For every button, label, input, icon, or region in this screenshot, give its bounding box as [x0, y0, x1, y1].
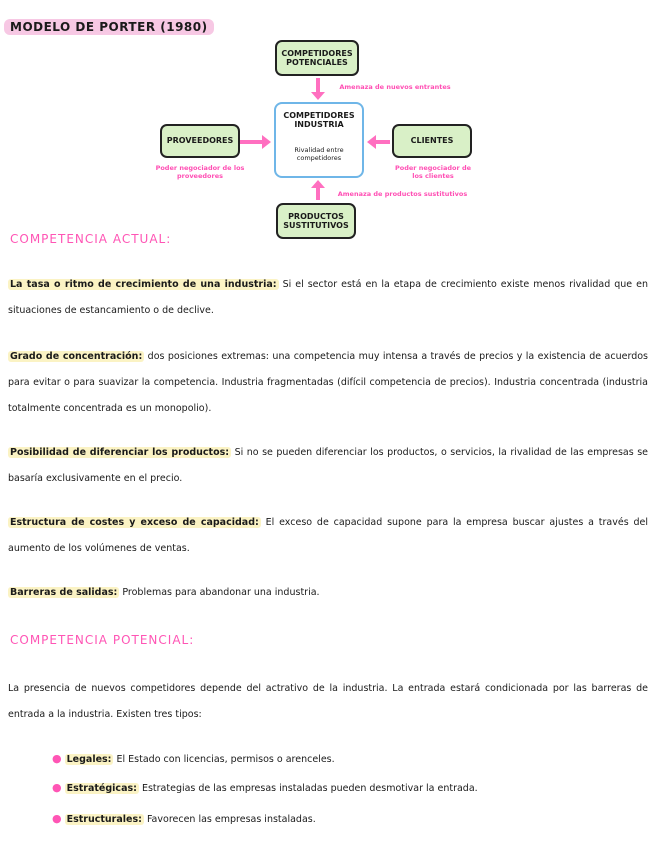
list-item: ● Estructurales: Favorecen las empresas instaladas.: [52, 812, 316, 825]
box-clientes: CLIENTES: [392, 124, 472, 158]
bullet-dot-icon: ●: [52, 781, 62, 794]
list-item: ● Estratégicas: Estrategias de las empresas instaladas pueden desmotivar la entrada.: [52, 781, 478, 794]
section-title-competencia-actual: COMPETENCIA ACTUAL:: [10, 232, 172, 246]
box-productos-sustitutivos: PRODUCTOS SUSTITUTIVOS: [276, 203, 356, 239]
section-title-competencia-potencial: COMPETENCIA POTENCIAL:: [10, 633, 195, 647]
box-proveedores: PROVEEDORES: [160, 124, 240, 158]
center-subtitle: Rivalidad entre competidores: [294, 146, 344, 162]
box-competidores-potenciales: COMPETIDORES POTENCIALES: [275, 40, 359, 76]
center-title: COMPETIDORES INDUSTRIA: [283, 111, 355, 130]
page-title: MODELO DE PORTER (1980): [4, 20, 214, 34]
label-poder-proveedores: Poder negociador de los proveedores: [155, 164, 245, 180]
paragraph-nuevos-competidores: La presencia de nuevos competidores depende del actrativo de la industria. La entrada estará condicionada por las barreras de entrada a la industria. Existen tres tipos:: [8, 683, 648, 720]
bullet-dot-icon: ●: [52, 752, 62, 765]
label-amenaza-entrantes: Amenaza de nuevos entrantes: [339, 83, 451, 91]
list-item: ● Legales: El Estado con licencias, permisos o arenceles.: [52, 752, 335, 765]
paragraph-crecimiento: La tasa o ritmo de crecimiento de una industria: Si el sector está en la etapa de crecimiento existe menos rivalidad que en situaciones de estancamiento o de declive.: [8, 279, 648, 316]
paragraph-concentracion: Grado de concentración: dos posiciones extremas: una competencia muy intensa a través de precios y la existencia de acuerdos para evitar o para suavizar la competencia. Industria fragmentadas (difícil competencia de precios). Industria concentrada (industria totalmente concentrada es un monopolio).: [8, 351, 648, 414]
paragraph-barreras-salida: Barreras de salidas: Problemas para abandonar una industria.: [10, 587, 320, 598]
paragraph-costes: Estructura de costes y exceso de capacidad: El exceso de capacidad supone para la empresa buscar ajustes a través del aumento de los volúmenes de ventas.: [8, 517, 649, 554]
label-poder-clientes: Poder negociador de los clientes: [394, 164, 472, 180]
paragraph-diferenciar: Posibilidad de diferenciar los productos: Si no se pueden diferenciar los productos, o servicios, la rivalidad de las empresas se basaría exclusivamente en el precio.: [8, 447, 648, 484]
label-amenaza-sustitutivos: Amenaza de productos sustitutivos: [337, 190, 468, 198]
box-competidores-industria: [274, 102, 364, 178]
bullet-dot-icon: ●: [52, 812, 62, 825]
